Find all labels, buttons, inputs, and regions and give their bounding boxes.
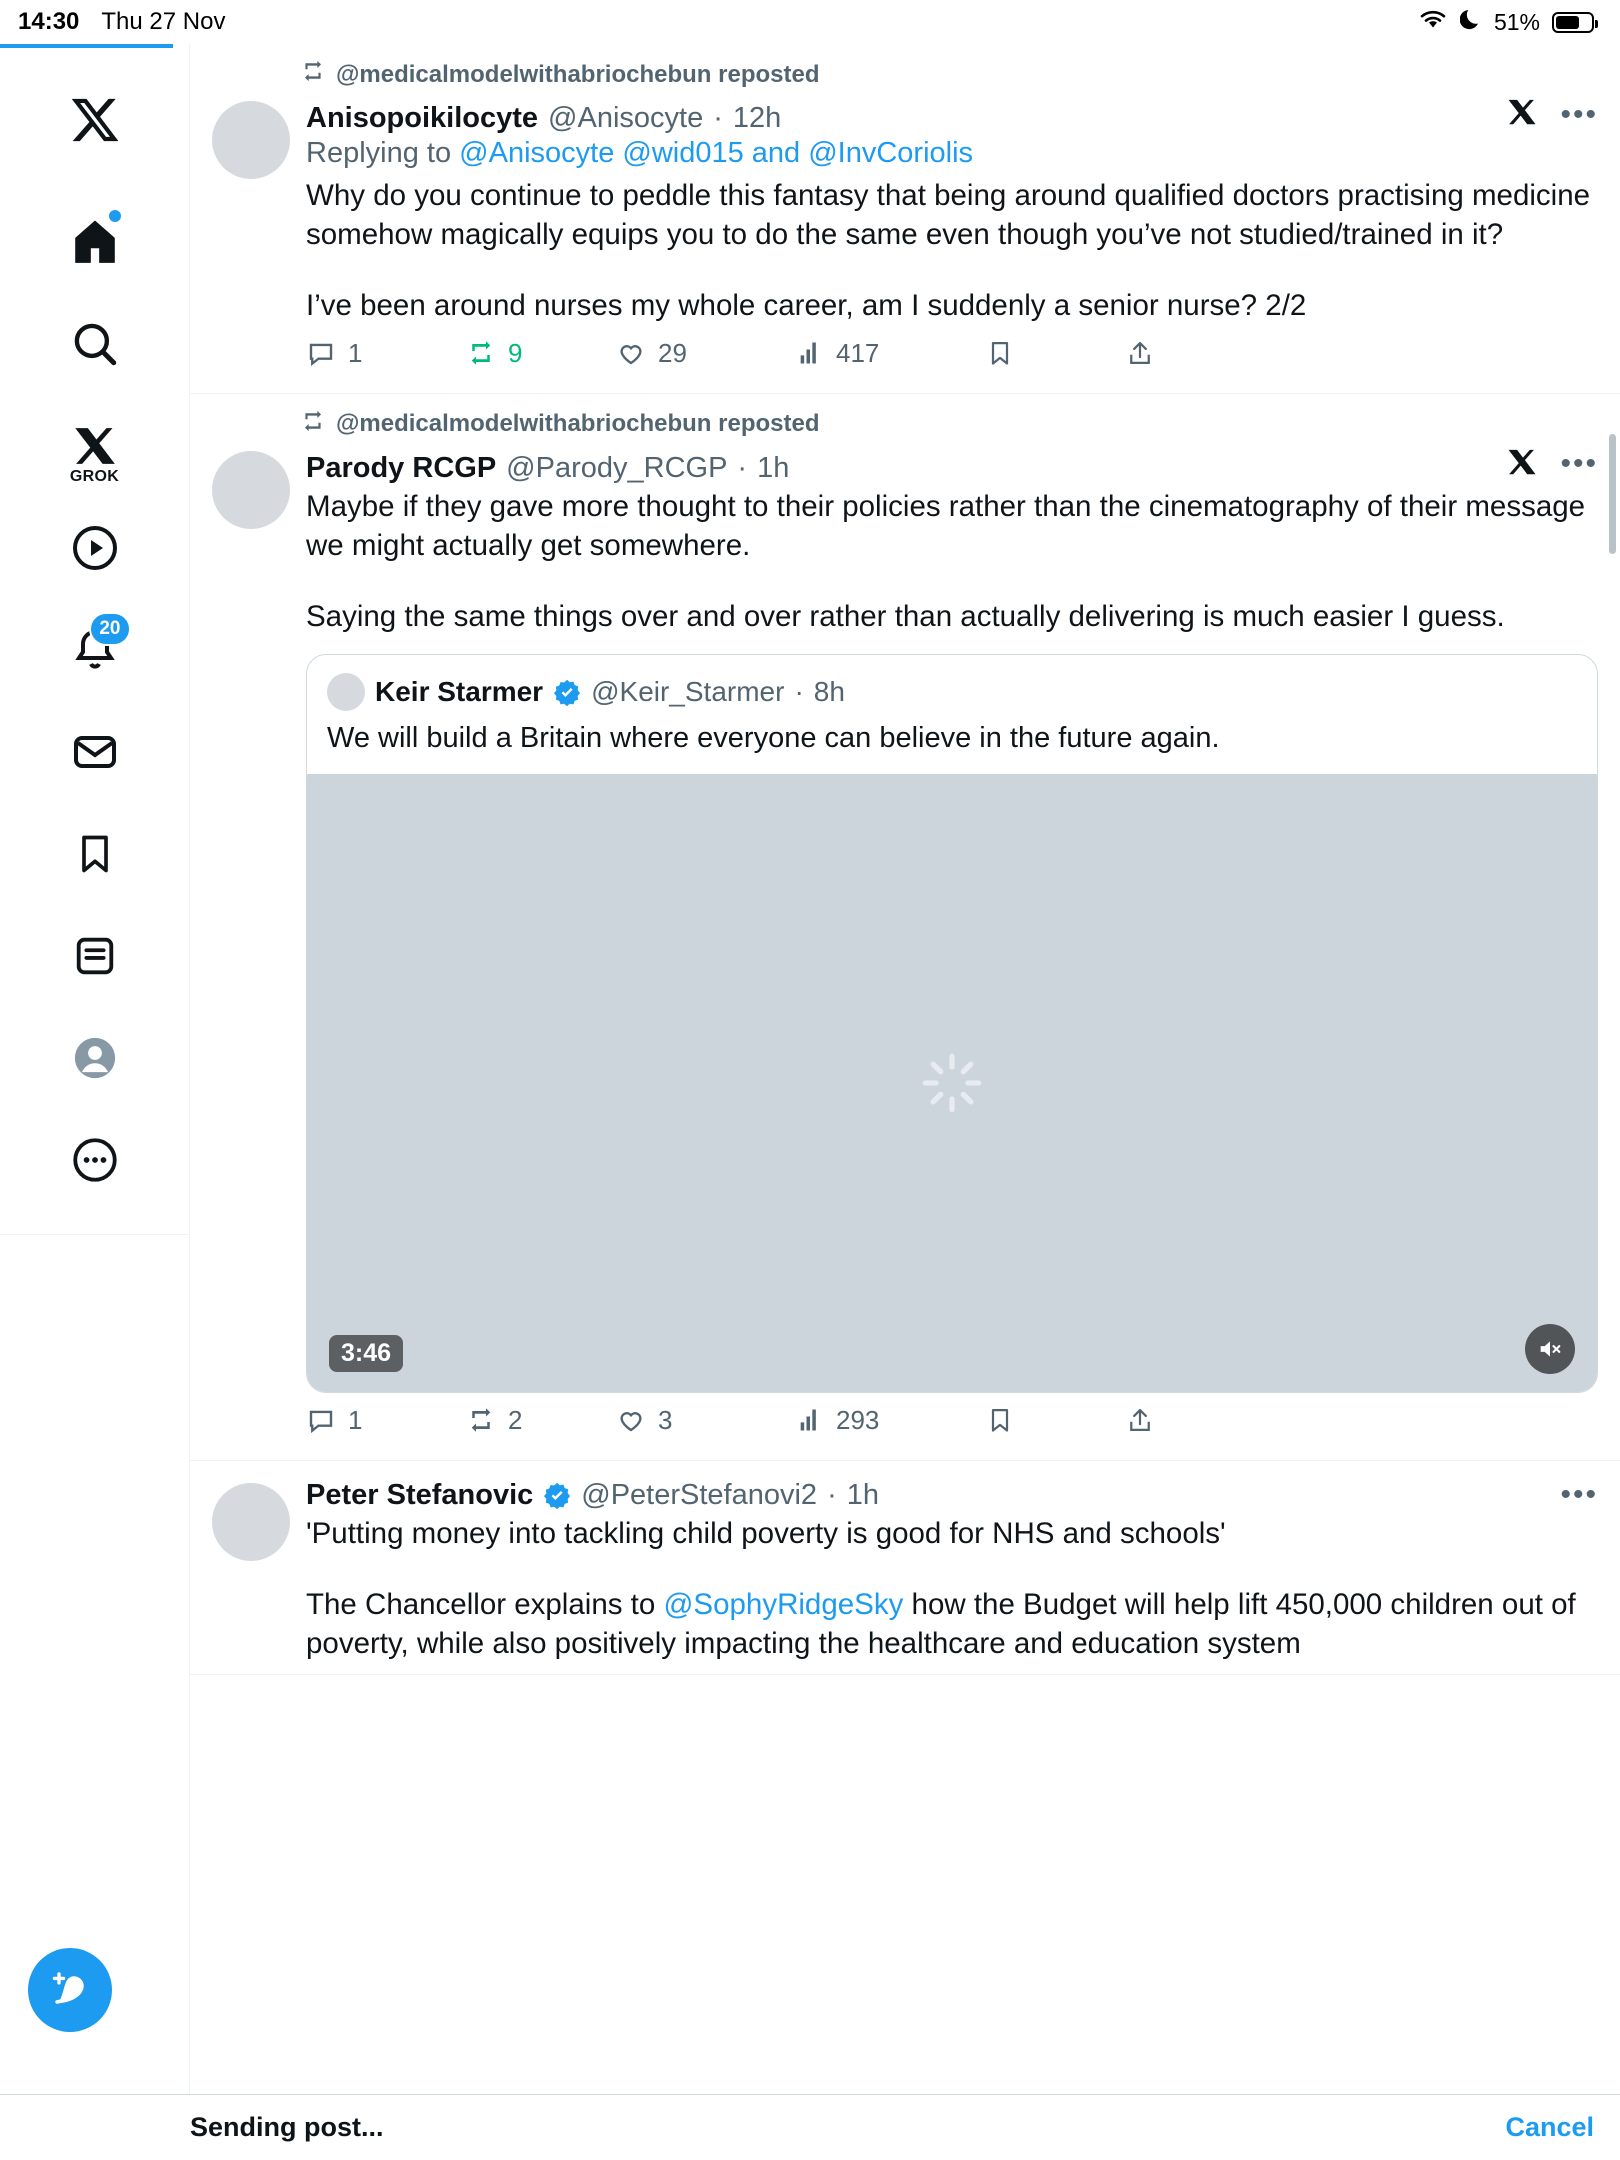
- avatar[interactable]: [212, 451, 290, 529]
- post-time: 12h: [732, 102, 782, 134]
- views-button[interactable]: [796, 1405, 986, 1436]
- separator-dot: ·: [794, 676, 804, 708]
- post-display-name[interactable]: Peter Stefanovic: [306, 1478, 534, 1511]
- cancel-button[interactable]: Cancel: [1505, 2112, 1594, 2142]
- repost-context: [212, 394, 1598, 445]
- quoted-time: 8h: [813, 676, 845, 708]
- repost-button[interactable]: [466, 1405, 616, 1436]
- post-action-bar: [306, 1405, 1306, 1436]
- sidebar-item-home[interactable]: [47, 194, 143, 290]
- notifications-badge: 20: [89, 612, 130, 646]
- verified-badge-icon: [543, 1481, 571, 1509]
- quoted-handle[interactable]: @Keir_Starmer: [591, 676, 785, 708]
- repost-label: @medicalmodelwithabriochebun reposted: [336, 410, 820, 438]
- sidebar-item-grok[interactable]: [47, 398, 143, 494]
- post-time: 1h: [757, 451, 790, 484]
- quoted-post[interactable]: [306, 654, 1598, 1393]
- moon-icon: [1460, 7, 1482, 38]
- sidebar-item-bookmarks[interactable]: [47, 806, 143, 902]
- sidebar-item-messages[interactable]: [47, 704, 143, 800]
- bookmark-icon[interactable]: [986, 338, 1126, 368]
- sidebar-item-profile[interactable]: [47, 1010, 143, 1106]
- sidebar-item-search[interactable]: [47, 296, 143, 392]
- home-unread-dot: [109, 210, 121, 222]
- wifi-icon: [1418, 8, 1448, 37]
- bookmark-icon[interactable]: [986, 1405, 1126, 1435]
- post-text-paragraph-1: Why do you continue to peddle this fantasy that being around qualified doctors practising medicine somehow magically equips you to do the same even though you’ve not studied/trained in it?: [306, 179, 1599, 252]
- quoted-display-name[interactable]: Keir Starmer: [375, 676, 544, 708]
- like-count: 29: [658, 337, 687, 368]
- post-text-paragraph-1: 'Putting money into tackling child poverty is good for NHS and schools': [306, 1516, 1226, 1550]
- sidebar-item-video[interactable]: [47, 500, 143, 596]
- post-anisopoikilocyte[interactable]: [190, 44, 1620, 394]
- post-handle[interactable]: @PeterStefanovi2: [581, 1478, 818, 1511]
- like-button[interactable]: [616, 338, 796, 369]
- quoted-video-player[interactable]: [307, 774, 1597, 1392]
- sidebar-divider: [0, 1234, 189, 1235]
- reply-count: 1: [348, 337, 363, 368]
- post-text-paragraph-2: Saying the same things over and over rather than actually delivering is much easier I guess.: [306, 600, 1505, 634]
- repost-context: [212, 44, 1598, 95]
- grok-icon[interactable]: [1506, 97, 1538, 132]
- views-button[interactable]: [796, 338, 986, 369]
- views-count: 293: [836, 1404, 880, 1435]
- avatar[interactable]: [212, 101, 290, 179]
- sidebar-item-grok-label: GROK: [69, 468, 120, 485]
- sending-post-bar: [0, 2094, 1620, 2160]
- replying-to-line: [306, 137, 1598, 170]
- repost-button[interactable]: [466, 338, 616, 369]
- status-right-cluster: [1418, 7, 1594, 38]
- x-logo[interactable]: [47, 72, 143, 168]
- battery-percent: 51%: [1493, 8, 1540, 35]
- loading-spinner-icon: [920, 1051, 984, 1115]
- share-icon[interactable]: [1126, 1405, 1154, 1435]
- post-text-paragraph-2: I’ve been around nurses my whole career, am I suddenly a senior nurse? 2/2: [306, 289, 1307, 323]
- compose-post-button[interactable]: [28, 1948, 112, 2032]
- post-text-paragraph-1: Maybe if they gave more thought to their policies rather than the cinematography of their message we might actually get somewhere.: [306, 489, 1594, 562]
- quoted-post-text: We will build a Britain where everyone can believe in the future again.: [327, 722, 1220, 755]
- post-header: [306, 1479, 1598, 1512]
- repost-count: 2: [508, 1404, 523, 1435]
- separator-dot: ·: [827, 1478, 837, 1511]
- quoted-post-header: [307, 655, 1597, 715]
- reply-button[interactable]: [306, 338, 466, 369]
- video-duration: 3:46: [329, 1335, 403, 1372]
- post-header: [306, 97, 1598, 135]
- share-icon[interactable]: [1126, 338, 1154, 368]
- avatar[interactable]: [212, 1483, 290, 1561]
- post-display-name[interactable]: Anisopoikilocyte: [306, 102, 539, 134]
- repost-label: @medicalmodelwithabriochebun reposted: [336, 60, 820, 88]
- views-count: 417: [836, 337, 880, 368]
- more-options-icon[interactable]: •••: [1560, 447, 1598, 481]
- post-time: 1h: [846, 1478, 879, 1511]
- post-display-name[interactable]: Parody RCGP: [306, 451, 497, 484]
- more-options-icon[interactable]: •••: [1560, 97, 1598, 131]
- reply-button[interactable]: [306, 1405, 466, 1436]
- sidebar-nav: [0, 44, 190, 2094]
- replying-prefix: Replying to: [306, 137, 460, 169]
- post-handle[interactable]: @Anisocyte: [548, 102, 704, 134]
- post-text-paragraph-2: [306, 1585, 1598, 1663]
- more-options-icon[interactable]: •••: [1560, 1477, 1598, 1511]
- repost-icon: [300, 408, 326, 441]
- sidebar-item-notifications[interactable]: [47, 602, 143, 698]
- repost-icon: [300, 58, 326, 91]
- sidebar-item-more[interactable]: [47, 1112, 143, 1208]
- sidebar-item-lists[interactable]: [47, 908, 143, 1004]
- post-header: [306, 447, 1598, 485]
- status-time: 14:30: [18, 8, 80, 35]
- mute-icon[interactable]: [1525, 1324, 1575, 1374]
- active-indicator: [0, 44, 173, 48]
- status-date: Thu 27 Nov: [101, 8, 226, 35]
- avatar[interactable]: [327, 673, 365, 711]
- post-peter-stefanovic[interactable]: [190, 1461, 1620, 1675]
- like-button[interactable]: [616, 1405, 796, 1436]
- post-text-after-mention: how the Budget will help lift 450,000 children out of poverty, while also positively impacting the healthcare and education system: [306, 1588, 1584, 1661]
- timeline-feed[interactable]: [190, 44, 1620, 2094]
- verified-badge-icon: [553, 678, 581, 706]
- grok-icon[interactable]: [1506, 447, 1538, 482]
- sending-status-text: Sending post...: [190, 2112, 384, 2142]
- reply-count: 1: [348, 1404, 363, 1435]
- replying-mentions[interactable]: @Anisocyte @wid015 and @InvCoriolis: [459, 137, 974, 169]
- repost-count: 9: [508, 337, 523, 368]
- separator-dot: ·: [737, 451, 748, 484]
- separator-dot: ·: [713, 102, 723, 134]
- like-count: 3: [658, 1404, 673, 1435]
- battery-icon: [1552, 12, 1594, 33]
- post-text-before-mention: The Chancellor explains to: [306, 1588, 664, 1622]
- post-action-bar: [306, 338, 1306, 369]
- post-handle[interactable]: @Parody_RCGP: [506, 451, 728, 484]
- post-parody-rcgp[interactable]: [190, 394, 1620, 1461]
- post-mention[interactable]: @SophyRidgeSky: [663, 1588, 904, 1622]
- system-status-bar: [0, 0, 1620, 44]
- feed-scrollbar[interactable]: [1609, 434, 1616, 554]
